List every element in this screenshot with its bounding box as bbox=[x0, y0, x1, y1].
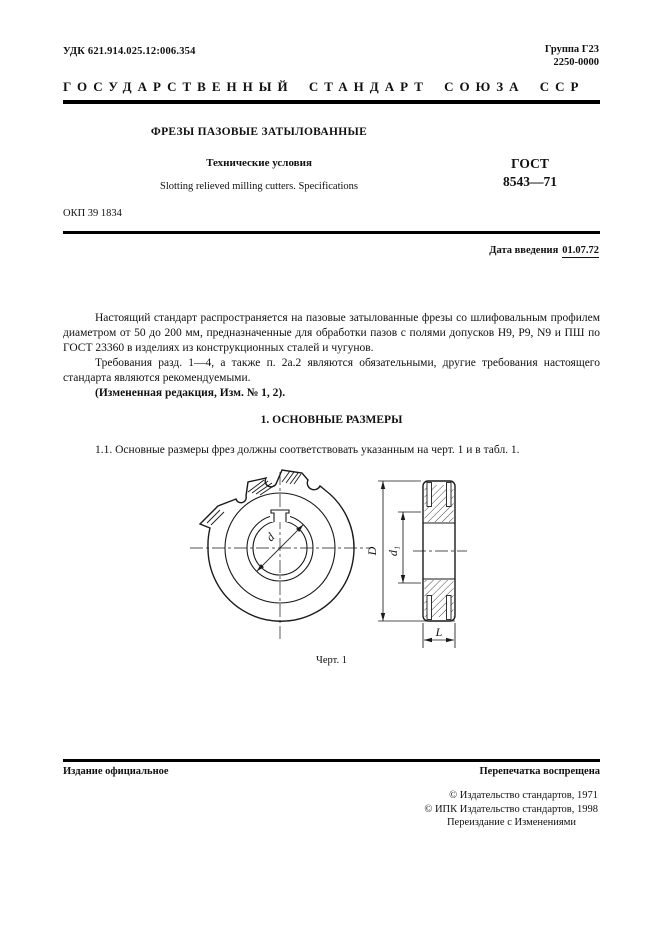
recess-top-left bbox=[427, 483, 432, 507]
okp-code: ОКП 39 1834 bbox=[63, 208, 122, 219]
figure-1-drawing bbox=[130, 466, 530, 658]
group-label: Группа Г23 bbox=[544, 44, 599, 55]
document-title-english: Slotting relieved milling cutters. Specifications bbox=[159, 181, 358, 192]
label-D: D bbox=[365, 546, 379, 556]
side-view bbox=[365, 481, 467, 648]
figure-caption: Черт. 1 bbox=[316, 655, 347, 666]
footer-rule bbox=[63, 759, 600, 762]
clause-1-1: 1.1. Основные размеры фрез должны соответствовать указанным на черт. 1 и в табл. 1. bbox=[95, 444, 520, 456]
middle-rule bbox=[63, 231, 600, 234]
state-standard-banner: ГОСУДАРСТВЕННЫЙ СТАНДАРТ СОЮЗА ССР bbox=[63, 79, 585, 94]
recess-bottom-left bbox=[427, 596, 432, 620]
paragraph-amendment: (Измененная редакция, Изм. № 1, 2). bbox=[95, 387, 286, 399]
top-rule bbox=[63, 100, 600, 104]
paragraph-requirements: Требования разд. 1—4, а также п. 2а.2 являются обязательными, другие требования настоящего стандарта являются рекомендуемыми. bbox=[63, 357, 600, 384]
recess-top-right bbox=[447, 483, 452, 507]
copyright-block bbox=[424, 789, 598, 830]
recess-bottom-right bbox=[447, 596, 452, 620]
effective-date-line bbox=[63, 245, 599, 256]
gost-number: 8543—71 bbox=[503, 174, 557, 189]
label-d1: d₁ bbox=[386, 545, 400, 557]
reissue-note: Переиздание с Изменениями bbox=[446, 817, 576, 828]
paragraph-scope: Настоящий стандарт распространяется на пазовые затылованные фрезы со шлифовальным профилем диаметром от 50 до 200 мм, предназначенные для обработки пазов с полями допусков Н9, Р9, N9 и ПШ по ГОСТ 23360 в изделиях из конструкционных сталей и чугунов. bbox=[63, 312, 600, 354]
label-L: L bbox=[435, 625, 443, 639]
intro-paragraphs bbox=[63, 311, 600, 401]
document-subtitle: Технические условия bbox=[206, 157, 312, 169]
no-reprint-note: Перепечатка воспрещена bbox=[479, 766, 600, 777]
effective-date-value: 01.07.72 bbox=[562, 245, 599, 256]
official-edition-note: Издание официальное bbox=[63, 766, 169, 777]
front-view bbox=[190, 470, 370, 640]
label-d: d bbox=[263, 529, 278, 545]
copyright-line-1998: © ИПК Издательство стандартов, 1998 bbox=[424, 803, 598, 815]
gost-designation bbox=[462, 155, 598, 191]
figure-1 bbox=[130, 466, 530, 658]
copyright-line-1971: © Издательство стандартов, 1971 bbox=[449, 790, 598, 801]
gost-label: ГОСТ bbox=[511, 156, 549, 171]
dimension-L bbox=[423, 623, 455, 648]
udk-number: УДК 621.914.025.12:006.354 bbox=[63, 46, 196, 57]
effective-date-label: Дата введения bbox=[489, 245, 559, 256]
section-1-heading: 1. ОСНОВНЫЕ РАЗМЕРЫ bbox=[260, 414, 403, 426]
group-code: 2250-0000 bbox=[553, 56, 599, 68]
keyway-clear bbox=[270, 509, 290, 522]
footer-row bbox=[63, 766, 600, 777]
group-block bbox=[545, 44, 599, 69]
document-title: ФРЕЗЫ ПАЗОВЫЕ ЗАТЫЛОВАННЫЕ bbox=[150, 126, 368, 138]
dimension-d1 bbox=[386, 512, 421, 583]
